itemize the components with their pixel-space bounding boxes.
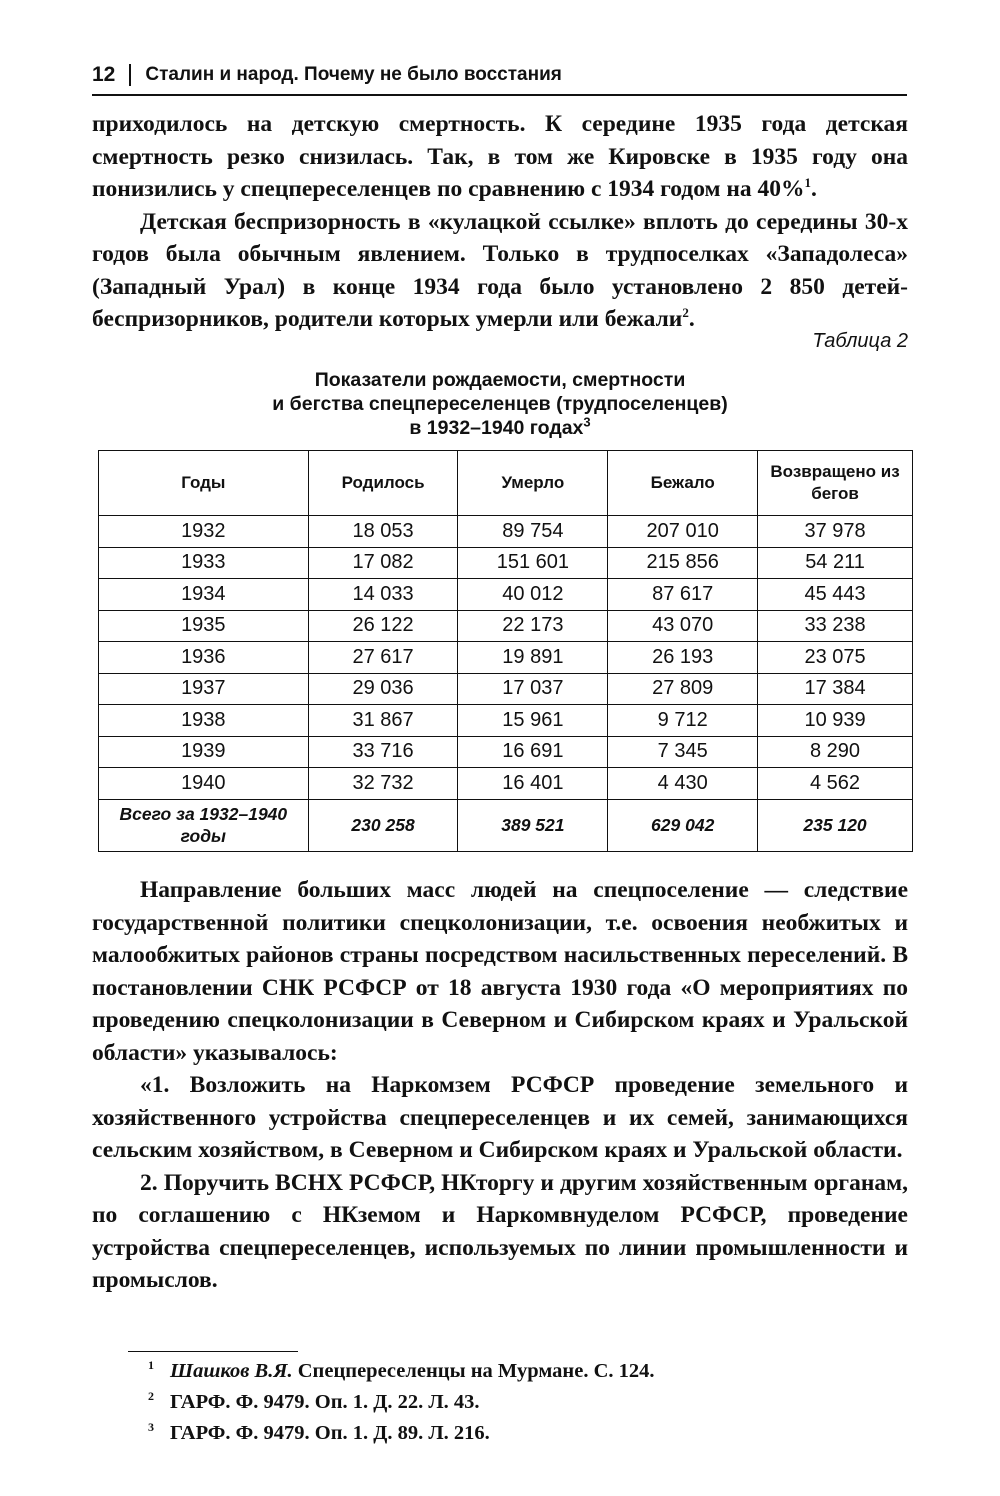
running-title: Сталин и народ. Почему не было восстания bbox=[145, 64, 562, 85]
col-header-years: Годы bbox=[99, 451, 309, 516]
statistics-table bbox=[98, 450, 913, 852]
table-title: Показатели рождаемости, смертности и бегства спецпереселенцев (трудпоселенцев) в 1932–1940 годах$^3$ bbox=[272, 369, 728, 439]
footnote-divider bbox=[128, 1351, 298, 1352]
footnote-item: 2 ГАРФ. Ф. 9479. Оп. 1. Д. 22. Л. 43. bbox=[148, 1389, 480, 1413]
header-separator bbox=[129, 64, 131, 86]
col-header-returned: Возвращено из бегов bbox=[758, 451, 913, 516]
table-caption: Таблица 2 bbox=[812, 330, 908, 352]
col-header-born: Родилось bbox=[308, 451, 458, 516]
paragraph-3: Направление больших масс людей на спецпоселение — следствие государственной политики спецколонизации, т.е. освоения необжитых и малообжитых районов страны посредством насильственных переселений. В постановлении СНК РСФСР от 18 августа 1930 года «О мероприятиях по проведению спецколонизации в Северном и Сибирском краях и Уральской области» указывалось: bbox=[92, 877, 908, 1066]
footnote-ref-2: 2 bbox=[682, 305, 689, 321]
table-total-row: Всего за 1932–1940 годы 230 258 389 521 629 042 235 120 bbox=[99, 799, 913, 851]
paragraph-2: Детская беспризорность в «кулацкой ссылке» вплоть до середины 30-х годов была обычным явлением. Только в трудпоселках «Западолеса» (Западный Урал) в конце 1934 года было установлено 2 850 детей-беспризорников, родители которых умерли или бежали$^2$. bbox=[92, 208, 908, 332]
col-header-fled: Бежало bbox=[608, 451, 758, 516]
table-row: 1937 29 036 17 037 27 809 17 384 bbox=[99, 673, 913, 705]
paragraph-4: «1. Возложить на Наркомзем РСФСР проведение земельного и хозяйственного устройства спецпереселенцев и их семей, занимающихся сельским хозяйством, в Северном и Сибирском краях и Уральской области. bbox=[92, 1072, 908, 1163]
table-row: 1935 26 122 22 173 43 070 33 238 bbox=[99, 610, 913, 642]
running-header bbox=[92, 56, 907, 96]
footnote-ref-1: 1 bbox=[804, 175, 812, 191]
footnote-ref-3: 3 bbox=[583, 414, 591, 430]
footnote-author: Шашков В.Я. bbox=[170, 1360, 293, 1382]
paragraph-1: приходилось на детскую смертность. К середине 1935 года детская смертность резко снизилась. Так, в том же Кировске в 1935 году она понизились у спецпереселенцев по сравнению с 1934 годом на 40%$^1$. bbox=[92, 111, 908, 202]
page-number: 12 bbox=[92, 63, 116, 86]
top-text-block bbox=[92, 108, 908, 336]
footnote-item: 1 Шашков В.Я. Спецпереселенцы на Мурмане. С. 124. bbox=[148, 1358, 655, 1382]
paragraph-5: 2. Поручить ВСНХ РСФСР, НКторгу и другим хозяйственным органам, по соглашению с НКземом и Наркомвнуделом РСФСР, проведение устройства спецпереселенцев, используемых по линии промышленности и промыслов. bbox=[92, 1169, 908, 1293]
bottom-text-block bbox=[92, 874, 908, 1297]
table-row: 1936 27 617 19 891 26 193 23 075 bbox=[99, 642, 913, 674]
footnote-item: 3 ГАРФ. Ф. 9479. Оп. 1. Д. 89. Л. 216. bbox=[148, 1420, 490, 1444]
footnotes bbox=[148, 1356, 908, 1449]
table-row: 1932 18 053 89 754 207 010 37 978 bbox=[99, 516, 913, 548]
table-row: 1934 14 033 40 012 87 617 45 443 bbox=[99, 579, 913, 611]
table-row: 1939 33 716 16 691 7 345 8 290 bbox=[99, 736, 913, 768]
table-row: 1938 31 867 15 961 9 712 10 939 bbox=[99, 705, 913, 737]
table-row: 1933 17 082 151 601 215 856 54 211 bbox=[99, 547, 913, 579]
col-header-died: Умерло bbox=[458, 451, 608, 516]
table-row: 1940 32 732 16 401 4 430 4 562 bbox=[99, 768, 913, 800]
table-header-row bbox=[99, 451, 913, 516]
